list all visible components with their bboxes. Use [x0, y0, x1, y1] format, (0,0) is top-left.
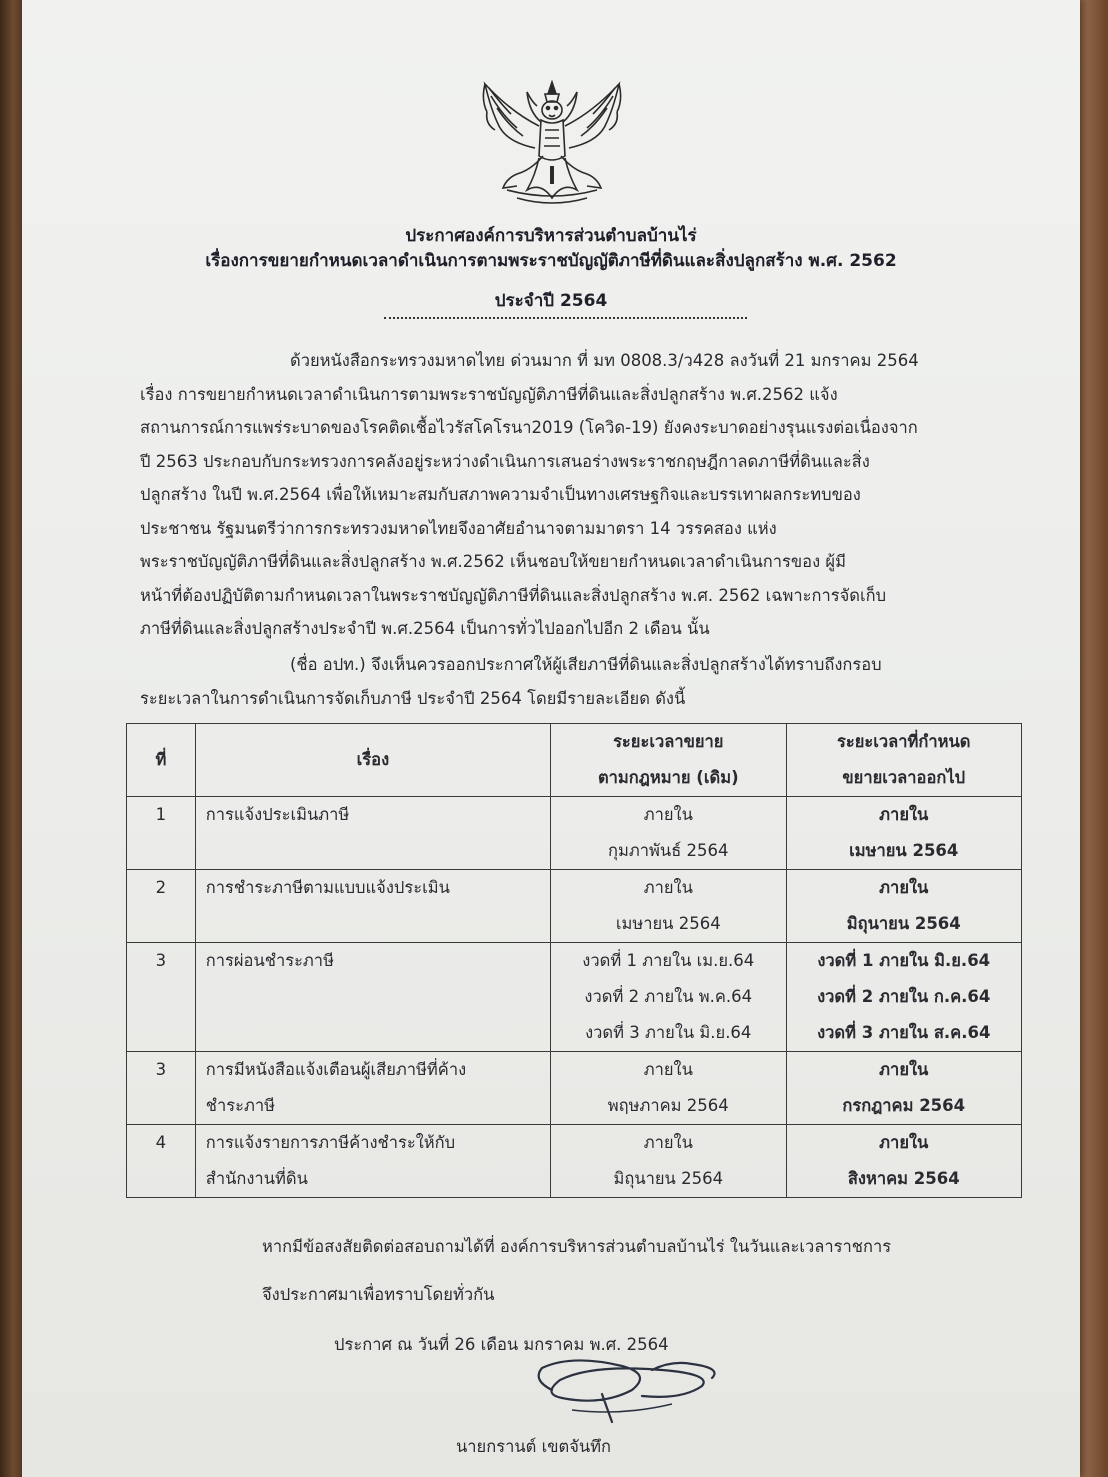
header-subject: เรื่อง [195, 724, 550, 797]
row-no: 1 [127, 797, 196, 870]
row-no: 3 [127, 1052, 196, 1125]
row-old-period: ภายใน พฤษภาคม 2564 [551, 1052, 786, 1125]
header-no: ที่ [127, 724, 196, 797]
row-subject: การแจ้งประเมินภาษี [195, 797, 550, 870]
row-no: 4 [127, 1125, 196, 1198]
announcement-year: ประจำปี 2564 [494, 291, 608, 311]
row-no: 2 [127, 870, 196, 943]
closing-statement: จึงประกาศมาเพื่อทราบโดยทั่วกัน [262, 1285, 495, 1304]
row-new-period: ภายใน สิงหาคม 2564 [786, 1125, 1021, 1198]
paragraph-line: ปี 2563 ประกอบกับกระทรวงการคลังอยู่ระหว่างดำเนินการเสนอร่างพระราชกฤษฎีกาลดภาษีที่ดินและสิ่ง [140, 451, 870, 471]
row-new-period: งวดที่ 1 ภายใน มิ.ย.64 งวดที่ 2 ภายใน ก.ค.64 งวดที่ 3 ภายใน ส.ค.64 [786, 943, 1021, 1052]
paragraph-line: ประชาชน รัฐมนตรีว่าการกระทรวงมหาดไทยจึงอาศัยอำนาจตามมาตรา 14 วรรคสอง แห่ง [140, 518, 777, 538]
garuda-emblem-icon [477, 78, 627, 210]
row-old-period: ภายใน กุมภาพันธ์ 2564 [551, 797, 786, 870]
paragraph-line: ภาษีที่ดินและสิ่งปลูกสร้างประจำปี พ.ศ.2564 เป็นการทั่วไปออกไปอีก 2 เดือน นั้น [140, 619, 710, 638]
paragraph-line: ปลูกสร้าง ในปี พ.ศ.2564 เพื่อให้เหมาะสมกับสภาพความจำเป็นทางเศรษฐกิจและบรรเทาผลกระทบของ [140, 485, 861, 504]
announcement-title: ประกาศองค์การบริหารส่วนตำบลบ้านไร่ [405, 226, 697, 246]
table-row [127, 1052, 1022, 1125]
paragraph-line: ระยะเวลาในการดำเนินการจัดเก็บภาษี ประจำปี 2564 โดยมีรายละเอียด ดังนี้ [140, 688, 686, 708]
row-old-period: งวดที่ 1 ภายใน เม.ย.64 งวดที่ 2 ภายใน พ.ค.64 งวดที่ 3 ภายใน มิ.ย.64 [551, 943, 786, 1052]
paragraph-line: สถานการณ์การแพร่ระบาดของโรคติดเชื้อไวรัสโคโรนา2019 (โควิด-19) ยังคงระบาดอย่างรุนแรงต่อเนื่องจาก [140, 418, 918, 437]
announcement-subject: เรื่องการขยายกำหนดเวลาดำเนินการตามพระราชบัญญัติภาษีที่ดินและสิ่งปลูกสร้าง พ.ศ. 2562 [205, 251, 897, 271]
paragraph-line: เรื่อง การขยายกำหนดเวลาดำเนินการตามพระราชบัญญัติภาษีที่ดินและสิ่งปลูกสร้าง พ.ศ.2562 แจ้ง [140, 384, 838, 404]
contact-note: หากมีข้อสงสัยติดต่อสอบถามได้ที่ องค์การบริหารส่วนตำบลบ้านไร่ ในวันและเวลาราชการ [262, 1237, 892, 1256]
table-row [127, 797, 1022, 870]
header-old-period: ระยะเวลาขยาย ตามกฎหมาย (เดิม) [551, 724, 786, 797]
row-new-period: ภายใน เมษายน 2564 [786, 797, 1021, 870]
body-paragraph-2 [140, 648, 1012, 715]
row-old-period: ภายใน เมษายน 2564 [551, 870, 786, 943]
row-old-period: ภายใน มิถุนายน 2564 [551, 1125, 786, 1198]
title-divider [384, 317, 747, 319]
paragraph-line: หน้าที่ต้องปฏิบัติตามกำหนดเวลาในพระราชบัญญัติภาษีที่ดินและสิ่งปลูกสร้าง พ.ศ. 2562 เฉพาะการจัดเก็บ [140, 585, 887, 605]
row-new-period: ภายใน กรกฎาคม 2564 [786, 1052, 1021, 1125]
paragraph-line: (ชื่อ อปท.) จึงเห็นควรออกประกาศให้ผู้เสียภาษีที่ดินและสิ่งปลูกสร้างได้ทราบถึงกรอบ [290, 655, 882, 674]
header-new-period: ระยะเวลาที่กำหนด ขยายเวลาออกไป [786, 724, 1021, 797]
row-subject: การชำระภาษีตามแบบแจ้งประเมิน [195, 870, 550, 943]
row-subject: การมีหนังสือแจ้งเตือนผู้เสียภาษีที่ค้าง ชำระภาษี [195, 1052, 550, 1125]
row-new-period: ภายใน มิถุนายน 2564 [786, 870, 1021, 943]
paragraph-line: ด้วยหนังสือกระทรวงมหาดไทย ด่วนมาก ที่ มท 0808.3/ว428 ลงวันที่ 21 มกราคม 2564 [290, 351, 919, 370]
row-subject: การแจ้งรายการภาษีค้างชำระให้กับ สำนักงานที่ดิน [195, 1125, 550, 1198]
table-row [127, 1125, 1022, 1198]
table-row [127, 870, 1022, 943]
paragraph-line: พระราชบัญญัติภาษีที่ดินและสิ่งปลูกสร้าง พ.ศ.2562 เห็นชอบให้ขยายกำหนดเวลาดำเนินการของ ผู้มี [140, 552, 846, 571]
row-no: 3 [127, 943, 196, 1052]
announcement-paper [22, 0, 1080, 1477]
table-row [127, 943, 1022, 1052]
handwritten-signature [512, 1350, 742, 1440]
table-header-row [127, 724, 1022, 797]
signer-name: นายกรานต์ เขตจันทึก [456, 1437, 612, 1456]
schedule-table [126, 723, 1022, 1198]
announcement-date: ประกาศ ณ วันที่ 26 เดือน มกราคม พ.ศ. 2564 [334, 1335, 669, 1354]
row-subject: การผ่อนชำระภาษี [195, 943, 550, 1052]
body-paragraph-1 [140, 344, 1012, 646]
